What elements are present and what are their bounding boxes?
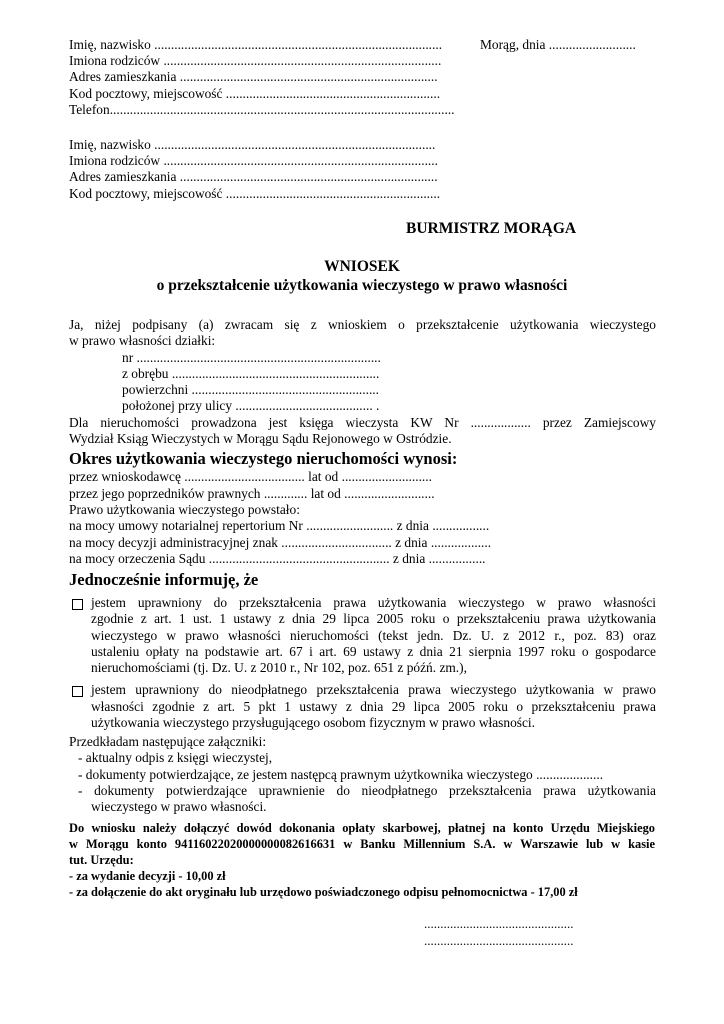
applicant1-parents-line: Imiona rodziców ................................................................................... — [69, 53, 442, 68]
period-predecessors-line: przez jego poprzedników prawnych ............. lat od ........................... — [69, 486, 435, 501]
intro-line-1: Ja, niżej podpisany (a) zwracam się z wnioskiem o przekształcenie użytkowania wieczystego — [69, 317, 656, 332]
period-applicant-line: przez wnioskodawcę .................................... lat od ........................... — [69, 469, 432, 484]
period-heading: Okres użytkowania wieczystego nieruchomości wynosi: — [69, 449, 458, 468]
option2-line-1: jestem uprawniony do nieodpłatnego przekształcenia prawa wieczystego użytkowania w prawo — [91, 682, 656, 697]
applicant1-postal-line: Kod pocztowy, miejscowość ................................................................ — [69, 86, 441, 101]
attachments-heading: Przedkładam następujące załączniki: — [69, 734, 267, 749]
notarial-deed-line: na mocy umowy notarialnej repertorium Nr .......................... z dnia ................. — [69, 518, 490, 533]
applicant2-name-line: Imię, nazwisko .................................................................................... — [69, 137, 436, 152]
attachment-3-line-2: wieczystego w prawo własności. — [91, 799, 267, 814]
attachment-2: - dokumenty potwierdzające, ze jestem następcą prawnym użytkownika wieczystego .................... — [78, 767, 604, 782]
option1-line-3: wieczystego w prawo własności nieruchomości (tekst jedn. Dz. U. z 2012 r., poz. 83) oraz — [91, 628, 656, 643]
applicant2-postal-line: Kod pocztowy, miejscowość ................................................................ — [69, 186, 441, 201]
intro-line-2: w prawo własności działki: — [69, 333, 216, 348]
plot-street-line: położonej przy ulicy ......................................... . — [122, 398, 380, 413]
plot-area-line: powierzchni ........................................................ — [122, 382, 379, 397]
attachment-3-line-1: - dokumenty potwierdzające uprawnienie do nieodpłatnego przekształcenia prawa użytkowania — [78, 783, 656, 798]
document-title: WNIOSEK — [324, 258, 400, 275]
land-register-line-2: Wydział Ksiąg Wieczystych w Morągu Sądu Rejonowego w Ostródzie. — [69, 431, 452, 446]
option2-checkbox[interactable] — [72, 686, 83, 697]
option1-line-4: ustaleniu opłaty na podstawie art. 67 i art. 69 ustawy z dnia 21 sierpnia 1997 roku o gospodarce — [91, 644, 656, 659]
right-origin-line: Prawo użytkowania wieczystego powstało: — [69, 502, 300, 517]
fee-notice-line-2: w Morągu konto 94116022020000000082616631 w Banku Millennium S.A. w Warszawie lub w kasie — [69, 837, 655, 851]
land-register-line-1: Dla nieruchomości prowadzona jest księga wieczysta KW Nr .................. przez Zamiejscowy — [69, 415, 656, 430]
option1-line-2: zgodnie z art. 1 ust. 1 ustawy z dnia 29 lipca 2005 roku o przekształceniu prawa użytkowania — [91, 611, 656, 626]
fee-notice-line-3: tut. Urzędu: — [69, 853, 134, 867]
applicant1-address-line: Adres zamieszkania ............................................................................. — [69, 69, 438, 84]
document-subtitle: o przekształcenie użytkowania wieczystego w prawo własności — [156, 277, 568, 294]
applicant2-parents-line: Imiona rodziców .................................................................................. — [69, 153, 438, 168]
option1-line-1: jestem uprawniony do przekształcenia prawa użytkowania wieczystego w prawo własności — [91, 595, 656, 610]
fee-power-of-attorney: - za dołączenie do akt oryginału lub urzędowo poświadczonego odpisu pełnomocnictwa - 17,00 zł — [69, 885, 578, 899]
fee-notice-line-1: Do wniosku należy dołączyć dowód dokonania opłaty skarbowej, płatnej na konto Urzędu Miejskiego — [69, 821, 655, 835]
applicant2-address-line: Adres zamieszkania ............................................................................. — [69, 169, 438, 184]
inform-heading: Jednocześnie informuję, że — [69, 570, 259, 589]
option1-checkbox[interactable] — [72, 599, 83, 610]
applicant1-phone-line: Telefon....................................................................................................... — [69, 102, 455, 117]
attachment-1: - aktualny odpis z księgi wieczystej, — [78, 750, 273, 765]
signature-line-1: .............................................. — [424, 916, 574, 931]
administrative-decision-line: na mocy decyzji administracyjnej znak ................................. z dnia .................. — [69, 535, 492, 550]
signature-line-2: .............................................. — [424, 933, 574, 948]
option1-line-5: nieruchomościami (tj. Dz. U. z 2010 r., Nr 102, poz. 651 z późń. zm.), — [91, 660, 467, 675]
applicant1-name-line: Imię, nazwisko ...................................................................................... — [69, 37, 443, 52]
option2-line-3: użytkowania wieczystego przysługującego osobom fizycznym w prawo własności. — [91, 715, 535, 730]
plot-precinct-line: z obrębu .............................................................. — [122, 366, 380, 381]
plot-number-line: nr ......................................................................... — [122, 350, 381, 365]
place-date-line: Morąg, dnia .......................... — [480, 37, 636, 52]
addressee-heading: BURMISTRZ MORĄGA — [406, 220, 577, 237]
fee-decision: - za wydanie decyzji - 10,00 zł — [69, 869, 226, 883]
court-ruling-line: na mocy orzeczenia Sądu ...................................................... z dnia ................. — [69, 551, 486, 566]
option2-line-2: własności zgodnie z art. 5 pkt 1 ustawy z dnia 29 lipca 2005 roku o przekształceniu prawa — [91, 699, 656, 714]
